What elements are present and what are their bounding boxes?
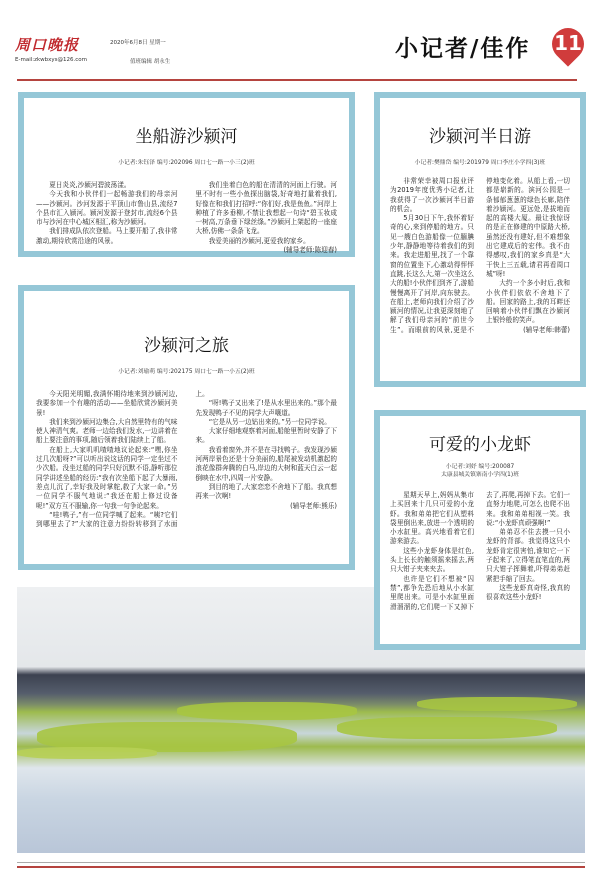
article-school: 太康县城关镇寨南小学四(1)班	[441, 472, 519, 478]
page-number: 11	[554, 31, 582, 55]
editor-credit: 值班编辑 胡永生	[130, 59, 171, 65]
article-river-journey	[18, 285, 355, 570]
issue-date: 2020年6月8日 星期一	[110, 40, 166, 46]
advisor-credit: (辅导老师:韩蕾)	[523, 325, 570, 334]
article-title: 可爱的小龙虾	[429, 435, 531, 455]
paragraph: 弟弟忍不住去摸一只小龙虾的背部。我觉得这只小龙虾肯定很害怕,谁知它一下子起来了,立得笔直笔直的,两只大钳子挥舞着,吓得弟弟赶紧把手缩了回去。	[486, 528, 570, 583]
article-body	[36, 181, 337, 255]
paragraph: 5月30日下午,我怀着好奇的心,来到停船的地方。只见一艘白色游船像一位腼腆少年,静静地等待着我们的到来。我走进船里,找了一个靠窗的位置坐下,心激动得怦怦直跳,长这么大,第一次坐这么大的船!小伙伴们到齐了,游船慢慢离开了河岸,向东驶去。在船上,老师向我们介绍了沙颍河的情况,让我更深刻地了解了我们母亲河的“前世今生”。而眼前的风景,更是不停地变化着。从船上看,一切都是崭新的。滨河公园是一条郁郁葱葱的绿色长廊,陪伴着沙颍河。更远处,是拔地而起的高楼大厦。最让我惊讶的是正在修建的中原路大桥,虽然还没有建好,但不难想象出它建成后的宏伟。我不由得感叹,我们的家乡真是“大干快上三五载,请君再看周口城”呀!	[390, 177, 570, 334]
paragraph: 在船上,大家叽叽喳喳地议论起来:“嘿,你坐过几次船呀?”可以听出说这话的同学一定坐过不少次船。没坐过船的同学只好沉默不语,静听那位同学讲述坐船的经历:“我有次坐船下起了大暴雨,差点儿沉了,幸好我及时掌舵,救了大家一命。”另一位同学不服气地说:“我还在船上修过设备呢!”双方互不服输,你一句我一句争论起来。	[36, 445, 178, 510]
article-byline: 小记者:刘妤 编号:200087	[445, 464, 515, 470]
paragraph: 这些小龙虾身体是红色,头上长长的触须摇来摇去,两只大钳子夹来夹去。	[390, 546, 474, 574]
footer-rule-red	[17, 866, 585, 868]
article-byline: 小记者:樊鼎岱 编号:201979 周口李庄小学四(3)班	[414, 160, 546, 166]
paragraph: 大家仔细地观察着河面,船舱里暂时安静了下来。	[195, 427, 337, 445]
article-byline: 小记者:刘瑜萌 编号:202175 周口七一路一小五(2)班	[118, 369, 255, 375]
paragraph: 大约一个多小时后,我和小伙伴们依依不舍地下了船。回家的路上,我的耳畔还回响着小伙伴们飘在沙颍河上银铃般的笑声。	[486, 279, 570, 325]
paragraph: 非常荣幸被周口报业评为2019年度优秀小记者,让我获得了一次沙颍河半日游的机会。	[390, 177, 474, 213]
article-boat-trip	[18, 92, 355, 257]
paragraph: 我爱美丽的沙颍河,更爱我的家乡。	[208, 236, 310, 245]
paragraph: 也许是它们不想被“囚禁”,都争先恐后地从小水缸里爬出来。可是小水缸里面滑溜溜的,它们爬一下又掉下去了,再爬,再掉下去。它们一直努力地爬,可怎么也爬不出来。我和弟弟相视一笑。我说:“小龙虾真顽强啊!”	[390, 491, 570, 611]
paragraph: “呀!鸭子又出来了!是从水里出来的。”那个最先发现鸭子不见的同学大声嚷道。	[195, 399, 337, 417]
article-crayfish	[374, 410, 586, 650]
article-title: 沙颍河半日游	[429, 127, 531, 147]
paragraph: 到目的地了,大家恋恋不舍地下了船。我真想再来一次啊!	[195, 482, 337, 501]
paragraph: 我们排成队依次登船。马上要开船了,我非常激动,期待欣赏沿途的风景。	[36, 227, 178, 245]
article-body	[390, 491, 570, 612]
paragraph: 我看着窗外,并不是在寻找鸭子。我发现沙颍河两岸景色还是十分美丽的,船尾被发动机激起的浪花像群奔腾的白马,岸边的大树和蓝天白云一起倒映在水中,四周一片安静。	[195, 445, 337, 482]
paragraph: 我们坐着白色的船在清清的河面上行驶。河里不时有一些小鱼探出脑袋,好奇地打量着我们,好像在和我们打招呼:“你们好,我是鱼鱼。”河岸上种植了许多垂柳,不禁让我想起一句诗“碧玉妆成一树高,万条垂下绿丝绦。”沙颍河上架起的一座座大桥,仿佛一条条飞龙。	[195, 181, 337, 236]
advisor-credit: (辅导老师:熊乐)	[290, 501, 337, 510]
header-rule	[17, 79, 577, 81]
newspaper-logo: 周口晚报	[15, 36, 80, 54]
article-body	[36, 390, 337, 529]
paragraph: 这些龙虾真奇怪,我真的很喜欢这些小龙虾!	[486, 583, 570, 602]
section-title: 小记者/佳作	[395, 35, 531, 62]
advisor-credit: (辅导老师:陈迎春)	[283, 246, 337, 255]
article-title: 坐船游沙颍河	[135, 127, 238, 147]
paragraph: 星期天早上,妈妈从集市上买回来十几只可爱的小龙虾。我和弟弟把它们从塑料袋里倒出来,放进一个透明的小水缸里。高兴地看着它们游来游去。	[390, 491, 474, 546]
paragraph: 夏日炎炎,沙颍河碧波荡漾。	[49, 181, 131, 189]
paragraph: “哇!鸭子,”有一位同学喊了起来。“咦?它们到哪里去了?”大家的注意力纷纷转移到了水面上。	[36, 390, 209, 529]
paragraph: 我们来到沙颍河边集合,大自然里特有的气味使人神清气爽。老师一边给我们发水,一边讲着在船上要注意的事项,随后领着我们陆续上了船。	[36, 417, 178, 445]
paragraph: 今天阳光明媚,我满怀期待地来到沙颍河边,我要参加一个有趣的活动——坐船欣赏沙颍河美景!	[36, 390, 178, 417]
article-body	[390, 177, 570, 335]
footer-rule	[17, 862, 585, 863]
email-address: E-mail:zkwbxys@126.com	[15, 57, 88, 63]
article-title: 沙颍河之旅	[144, 336, 229, 356]
article-half-day-trip	[374, 92, 586, 387]
paragraph: “它是从另一边钻出来的。”另一位同学说。	[208, 417, 331, 426]
article-byline: 小记者:朱钰泽 编号:202096 周口七一路一小三(2)班	[118, 160, 255, 166]
paragraph: 今天我和小伙伴们一起畅游我们的母亲河——沙颍河。沙河发源于平顶山市鲁山县,流经7个县市汇入颍河。颍河发源于登封市,流经6个县市与沙河在中心城区相汇,称为沙颍河。	[36, 190, 178, 227]
